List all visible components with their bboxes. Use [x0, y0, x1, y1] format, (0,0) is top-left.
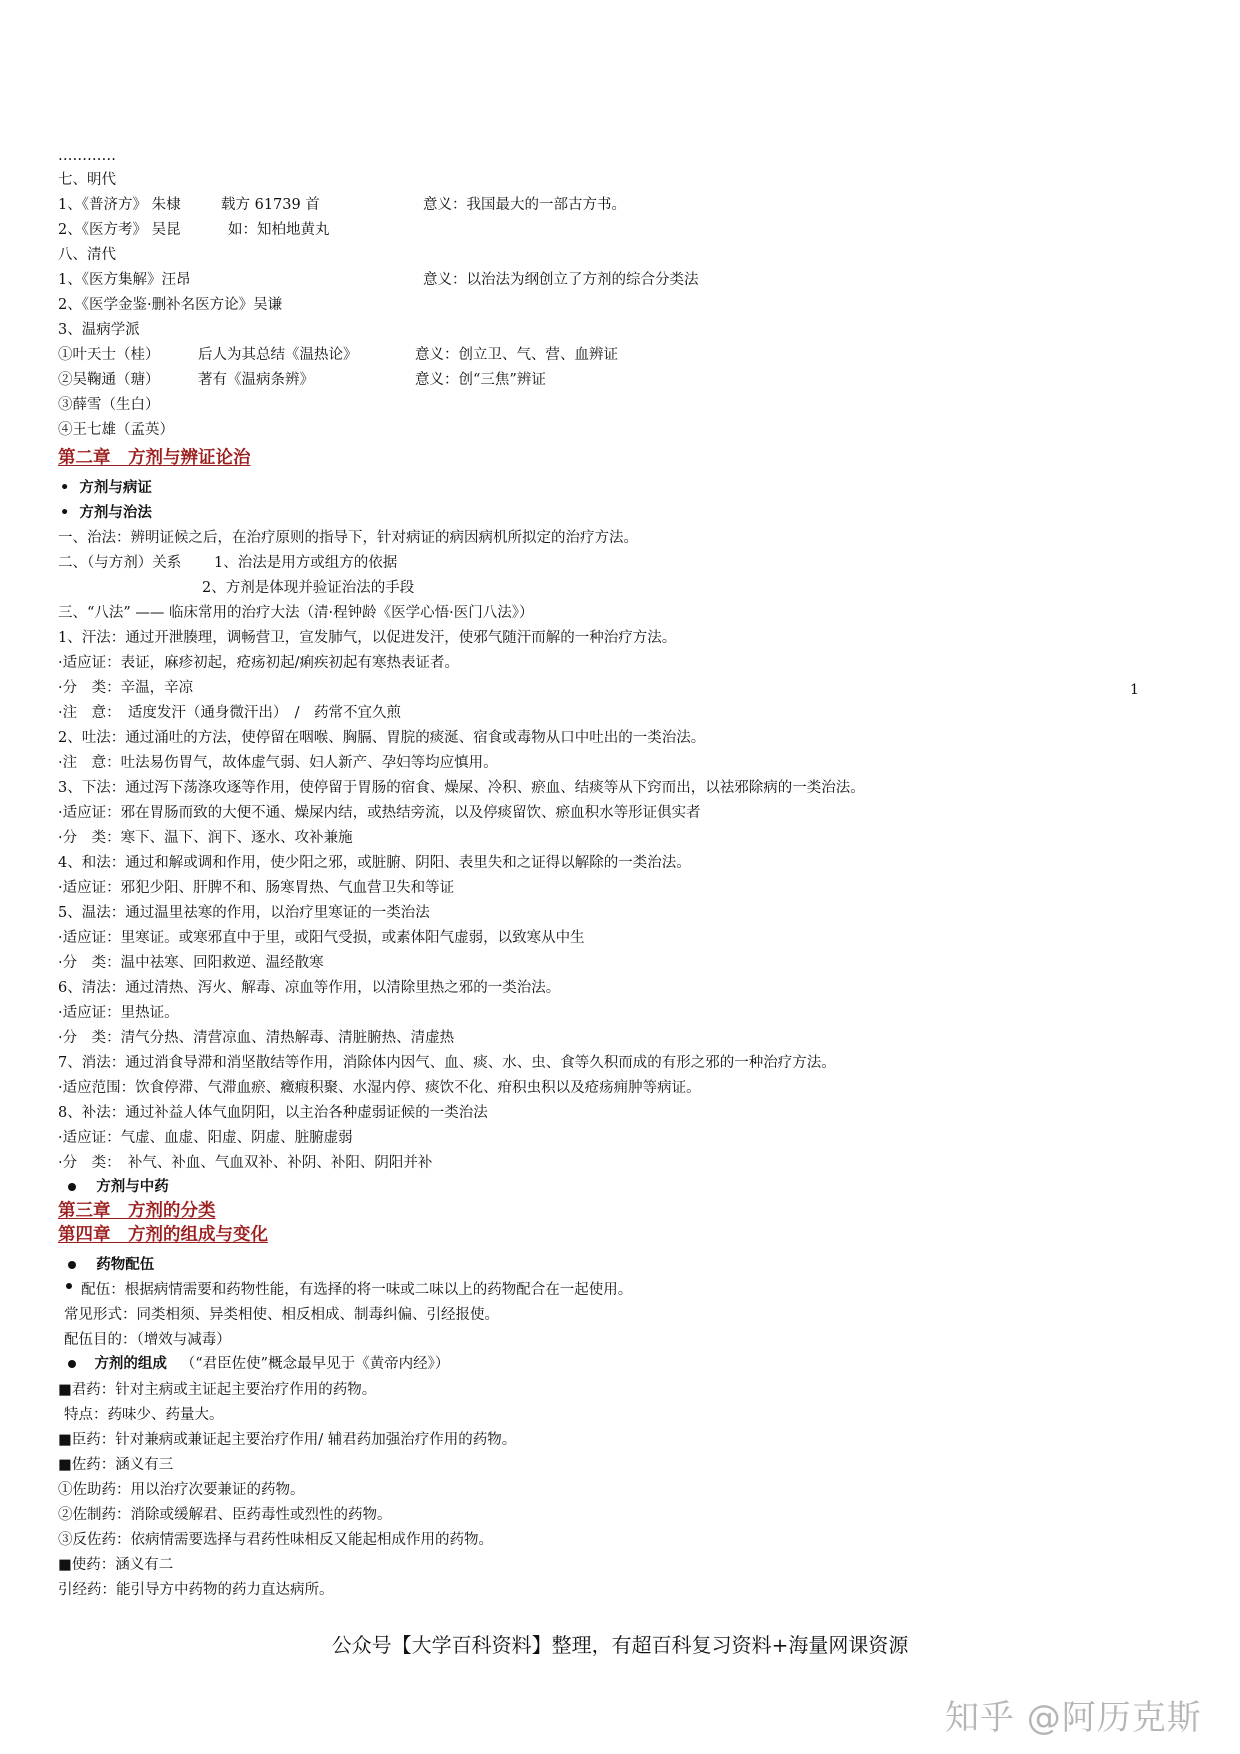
method-bu-indication: ·适应证：气虚、血虚、阳虚、阴虚、脏腑虚弱 — [58, 1130, 353, 1146]
qing-item-2: 2、《医学金鉴·删补名医方论》吴谦 — [58, 297, 283, 313]
method-han: 1、汗法：通过开泄腠理，调畅营卫，宣发肺气，以促进发汗，使邪气随汗而解的一种治疗方法。 — [58, 630, 677, 646]
ye-work: 后人为其总结《温热论》 — [198, 347, 358, 363]
method-xia-types: ·分 类：寒下、温下、润下、逐水、攻补兼施 — [58, 830, 353, 846]
bullet-dot — [68, 1261, 76, 1269]
method-wen: 5、温法：通过温里祛寒的作用，以治疗里寒证的一类治法 — [58, 905, 430, 921]
bullet-dot: • — [60, 505, 70, 521]
method-tu-caution: ·注 意：吐法易伤胃气，故体虚气弱、妇人新产、孕妇等均应慎用。 — [58, 755, 498, 771]
bullet-note: （“君臣佐使”概念最早见于《黄帝内经》） — [180, 1356, 450, 1372]
heading-ming: 七、明代 — [58, 172, 116, 188]
bafa-heading: 三、“八法” —— 临床常用的治疗大法（清·程钟龄《医学心悟·医门八法》） — [58, 605, 534, 621]
method-qing: 6、清法：通过清热、泻火、解毒、凉血等作用，以清除里热之邪的一类治法。 — [58, 980, 561, 996]
chen-yao: ■臣药：针对兼病或兼证起主要治疗作用/ 辅君药加强治疗作用的药物。 — [58, 1432, 517, 1448]
zuo-yao-3: ③反佐药：依病情需要选择与君药性味相反又能起相成作用的药物。 — [58, 1532, 493, 1548]
peiwu-text: 配伍：根据病情需要和药物性能，有选择的将一味或二味以上的药物配合在一起使用。 — [81, 1282, 633, 1298]
ming-item-2-title: 2、《医方考》 吴昆 — [58, 222, 181, 238]
jun-yao: ■君药：针对主病或主证起主要治疗作用的药物。 — [58, 1382, 377, 1398]
method-tu: 2、吐法：通过涌吐的方法，使停留在咽喉、胸膈、胃脘的痰涎、宿食或毒物从口中吐出的一类治法。 — [58, 730, 706, 746]
wu-meaning: 意义：创“三焦”辨证 — [415, 372, 546, 388]
qing-item-1-title: 1、《医方集解》汪昂 — [58, 272, 191, 288]
jun-yao-feature: 特点：药味少、药量大。 — [64, 1407, 224, 1423]
relation-point-1: 1、治法是用方或组方的依据 — [214, 555, 398, 571]
method-han-types: ·分 类：辛温，辛凉 — [58, 680, 194, 696]
zuo-yao-1: ①佐助药：用以治疗次要兼证的药物。 — [58, 1482, 305, 1498]
peiwu-forms: 常见形式：同类相须、异类相使、相反相成、制毒纠偏、引经报使。 — [64, 1307, 499, 1323]
bullet-dot — [68, 1360, 76, 1368]
bullet-dot — [66, 1283, 72, 1289]
ye-name: ①叶天士（桂） — [58, 347, 160, 363]
peiwu-purpose: 配伍目的：（增效与减毒） — [64, 1332, 231, 1348]
bullet-yaowu-peiwu — [68, 1255, 154, 1275]
zhihu-watermark: 知乎 @阿历克斯 — [945, 1698, 1202, 1738]
bullet-fangji-bingzheng — [60, 478, 152, 498]
method-xia-indication: ·适应证：邪在胃肠而致的大便不通、燥屎内结，或热结旁流，以及停痰留饮、瘀血积水等形证俱实者 — [58, 805, 701, 821]
qing-xue-xue: ③薛雪（生白） — [58, 397, 160, 413]
bullet-fangji-zhifa — [60, 503, 152, 523]
page-number: 1 — [1130, 682, 1139, 698]
method-han-indication: ·适应证：表证，麻疹初起，疮疡初起/痢疾初起有寒热表证者。 — [58, 655, 459, 671]
method-he: 4、和法：通过和解或调和作用，使少阳之邪，或脏腑、阴阳、表里失和之证得以解除的一类治法。 — [58, 855, 691, 871]
ming-item-1-meaning: 意义：我国最大的一部古方书。 — [423, 197, 626, 213]
method-bu: 8、补法：通过补益人体气血阴阳，以主治各种虚弱证候的一类治法 — [58, 1105, 488, 1121]
qing-item-3: 3、温病学派 — [58, 322, 140, 338]
bullet-text: 方剂与病证 — [79, 480, 152, 496]
relation-label: 二、（与方剂）关系 — [58, 555, 182, 571]
ming-item-1-note: 载方 61739 首 — [221, 197, 320, 213]
zuo-yao-2: ②佐制药：消除或缓解君、臣药毒性或烈性的药物。 — [58, 1507, 392, 1523]
bullet-text: 方剂与治法 — [79, 505, 152, 521]
bullet-dot: • — [60, 480, 70, 496]
method-qing-types: ·分 类：清气分热、清营凉血、清热解毒、清脏腑热、清虚热 — [58, 1030, 455, 1046]
relation-point-2: 2、方剂是体现并验证治法的手段 — [202, 580, 415, 596]
chapter-4-title: 第四章 方剂的组成与变化 — [58, 1225, 268, 1245]
bullet-fangji-zucheng — [68, 1354, 449, 1374]
chapter-3-title: 第三章 方剂的分类 — [58, 1201, 216, 1221]
heading-qing: 八、清代 — [58, 247, 116, 263]
bullet-text: 方剂的组成 — [94, 1356, 167, 1372]
method-he-indication: ·适应证：邪犯少阳、肝脾不和、肠寒胃热、气血营卫失和等证 — [58, 880, 455, 896]
method-qing-indication: ·适应证：里热证。 — [58, 1005, 179, 1021]
wu-work: 著有《温病条辨》 — [198, 372, 314, 388]
method-wen-types: ·分 类：温中祛寒、回阳救逆、温经散寒 — [58, 955, 324, 971]
method-xia: 3、下法：通过泻下荡涤攻逐等作用，使停留于胃肠的宿食、燥屎、冷积、瘀血、结痰等从下窍而出，以祛邪除病的一类治法。 — [58, 780, 865, 796]
zuo-yao: ■佐药：涵义有三 — [58, 1457, 174, 1473]
bullet-text: 药物配伍 — [96, 1257, 155, 1273]
shi-yao: ■使药：涵义有二 — [58, 1557, 174, 1573]
qing-wang: ④王七雄（孟英） — [58, 422, 174, 438]
method-wen-indication: ·适应证：里寒证。或寒邪直中于里，或阳气受损，或素体阳气虚弱，以致寒从中生 — [58, 930, 585, 946]
ming-item-2-note: 如：知柏地黄丸 — [228, 222, 330, 238]
bullet-text: 方剂与中药 — [96, 1179, 169, 1195]
wu-name: ②吴鞠通（瑭） — [58, 372, 160, 388]
ming-item-1-title: 1、《普济方》 朱棣 — [58, 197, 181, 213]
footer-note: 公众号【大学百科资料】整理，有超百科复习资料+海量网课资源 — [331, 1633, 909, 1657]
zhifa-definition: 一、治法：辨明证候之后，在治疗原则的指导下，针对病证的病因病机所拟定的治疗方法。 — [58, 530, 638, 546]
yinjing-yao: 引经药：能引导方中药物的药力直达病所。 — [58, 1582, 334, 1598]
method-xiao-scope: ·适应范围：饮食停滞、气滞血瘀、癥瘕积聚、水湿内停、痰饮不化、疳积虫积以及疮疡痈肿等病证。 — [58, 1080, 701, 1096]
method-xiao: 7、消法：通过消食导滞和消坚散结等作用，消除体内因气、血、痰、水、虫、食等久积而成的有形之邪的一种治疗方法。 — [58, 1055, 836, 1071]
ellipsis: ………… — [58, 148, 116, 164]
chapter-2-title: 第二章 方剂与辨证论治 — [58, 448, 251, 468]
method-bu-types: ·分 类： 补气、补血、气血双补、补阴、补阳、阴阳并补 — [58, 1155, 433, 1171]
qing-item-1-meaning: 意义：以治法为纲创立了方剂的综合分类法 — [423, 272, 699, 288]
bullet-dot — [68, 1183, 76, 1191]
bullet-fangji-zhongyao — [68, 1177, 169, 1197]
ye-meaning: 意义：创立卫、气、营、血辨证 — [415, 347, 618, 363]
method-han-caution: ·注 意： 适度发汗（通身微汗出） / 药常不宜久煎 — [58, 705, 401, 721]
peiwu-definition — [66, 1280, 632, 1300]
